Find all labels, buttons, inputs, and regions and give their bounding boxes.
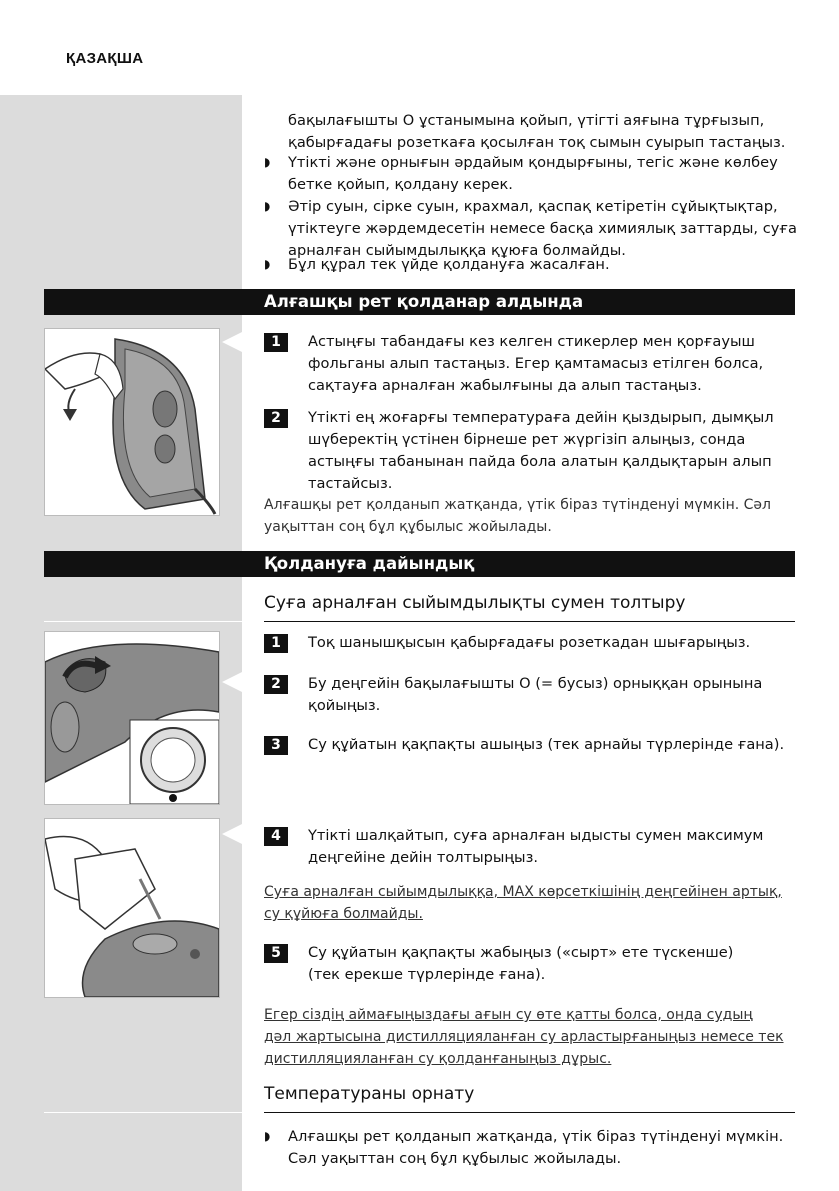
step-text: шүберектің үстінен бірнеше рет жүргізіп алыңыз, сонда xyxy=(308,431,746,448)
warning-text: дәл жартысына дистилляцияланған су арластырғаныңыз немесе тек xyxy=(264,1029,784,1045)
step-number: 2 xyxy=(264,675,288,694)
step-text: деңгейіне дейін толтырыңыз. xyxy=(308,849,538,866)
warning-text: Егер сіздің аймағыңыздағы ағын су өте қатты болса, онда судың xyxy=(264,1007,753,1023)
bullet-triangle-icon: ◗ xyxy=(264,257,271,271)
language-label: ҚАЗАҚША xyxy=(66,50,144,67)
step-text: Су құйатын қақпақты ашыңыз (тек арнайы түрлерінде ғана). xyxy=(308,736,785,753)
pointer-arrow xyxy=(222,332,242,352)
bullet-text: Үтікті және орнығын әрдайым қондырғыны, тегіс және көлбеу xyxy=(288,154,778,171)
step-text: қойыңыз. xyxy=(308,697,381,714)
bullet-triangle-icon: ◗ xyxy=(264,155,271,169)
subhead-rule xyxy=(264,621,795,622)
warning-text: су құйюға болмайды. xyxy=(264,906,423,922)
subhead: Суға арналған сыйымдылықты сумен толтыру xyxy=(264,593,686,613)
iron-filling-illustration xyxy=(44,818,220,998)
bullet-text: Алғашқы рет қолданып жатқанда, үтік біраз түтінденуі мүмкін. xyxy=(288,1128,784,1145)
step-number: 2 xyxy=(264,409,288,428)
subhead: Температураны орнату xyxy=(264,1084,475,1104)
step-text: Бу деңгейін бақылағышты O (= бусыз) орныққан орынына xyxy=(308,675,763,692)
bullet-text: үтіктеуге жәрдемдесетін немесе басқа химиялық заттарды, суға xyxy=(288,220,797,237)
bullet-triangle-icon: ◗ xyxy=(264,199,271,213)
section-title: Қолдануға дайындық xyxy=(264,554,475,573)
pointer-arrow xyxy=(222,672,242,692)
sidebar-rule xyxy=(44,1112,242,1113)
intro-line: қабырғадағы розеткаға қосылған тоқ сымын суырып тастаңыз. xyxy=(288,134,786,151)
step-text: Астыңғы табандағы кез келген стикерлер мен қорғауыш xyxy=(308,333,755,350)
step-text: Үтікті шалқайтып, суға арналған ыдысты сумен максимум xyxy=(308,827,764,844)
step-text: астыңғы табанынан пайда бола алатын қалдықтарын алып xyxy=(308,453,772,470)
step-text: тастайсыз. xyxy=(308,475,393,492)
bullet-text: Бұл құрал тек үйде қолдануға жасалған. xyxy=(288,256,610,273)
step-text: сақтауға арналған жабылғыны да алып тастаңыз. xyxy=(308,377,702,394)
bullet-text: бетке қойып, қолдану керек. xyxy=(288,176,513,193)
step-text: фольганы алып тастаңыз. Егер қамтамасыз етілген болса, xyxy=(308,355,764,372)
bullet-text: Сәл уақыттан соң бұл құбылыс жойылады. xyxy=(288,1150,622,1167)
step-number: 1 xyxy=(264,634,288,653)
step-number: 4 xyxy=(264,827,288,846)
sidebar-rule xyxy=(44,621,242,622)
note-text: уақыттан соң бұл құбылыс жойылады. xyxy=(264,519,552,535)
iron-sticker-illustration xyxy=(44,328,220,516)
step-number: 5 xyxy=(264,944,288,963)
step-number: 1 xyxy=(264,333,288,352)
note-text: Алғашқы рет қолданып жатқанда, үтік біраз түтінденуі мүмкін. Сәл xyxy=(264,497,771,513)
bullet-text: арналған сыйымдылыққа құюға болмайды. xyxy=(288,242,626,259)
bullet-text: Әтір суын, сірке суын, крахмал, қаспақ кетіретін сұйықтықтар, xyxy=(288,198,778,215)
step-text: Үтікті ең жоғарғы температураға дейін қыздырып, дымқыл xyxy=(308,409,774,426)
warning-text: Суға арналған сыйымдылыққа, MAX көрсеткішінің деңгейінен артық, xyxy=(264,884,782,900)
section-title: Алғашқы рет қолданар алдында xyxy=(264,292,584,311)
warning-text: дистилляцияланған су қолданғаныңыз дұрыс. xyxy=(264,1051,612,1067)
subhead-rule xyxy=(264,1112,795,1113)
iron-dial-illustration xyxy=(44,631,220,805)
bullet-triangle-icon: ◗ xyxy=(264,1129,271,1143)
pointer-arrow xyxy=(222,824,242,844)
intro-line: бақылағышты O ұстанымына қойып, үтігті аяғына тұрғызып, xyxy=(288,112,765,129)
step-number: 3 xyxy=(264,736,288,755)
step-text: Су құйатын қақпақты жабыңыз («сырт» ете түскенше) xyxy=(308,944,734,961)
step-text: Тоқ шанышқысын қабырғадағы розеткадан шығарыңыз. xyxy=(308,634,751,651)
step-text: (тек ерекше түрлерінде ғана). xyxy=(308,966,546,983)
